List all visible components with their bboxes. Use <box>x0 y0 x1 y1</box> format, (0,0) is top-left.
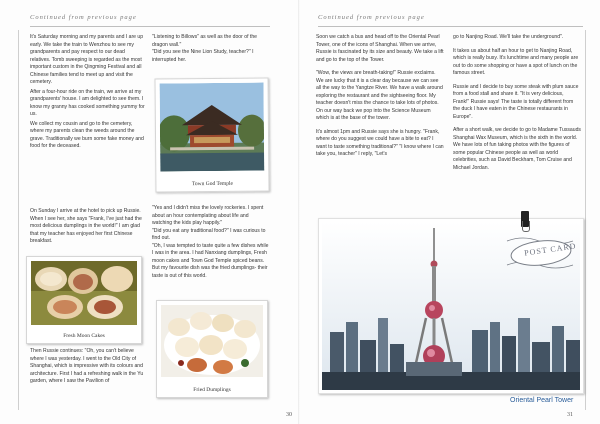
photo-dumplings <box>156 300 268 398</box>
paragraph: "Wow, the views are breath-taking!" Russie exclaims. We are lucky that it is a clear day because we can see all the way to the Yangtze River. We have a walk around exploring the restaurant and the sightseeing floor. My teacher doesn't miss the chance to take lots of photos. On our way back we pop into the Science Museum which is at the base of the tower. <box>316 70 443 121</box>
margin-rule-left <box>18 30 19 410</box>
paragraph: We collect my cousin and go to the cemetery, where my parents clean the weeds around the grave. Traditionally we burn some fake money and food for the deceased. <box>30 120 144 149</box>
postcard-stamp-text: POST CARD <box>523 241 578 258</box>
page-number-right: 31 <box>567 412 573 418</box>
paragraph: After a short walk, we decide to go to Madame Tussauds Shanghai Wax Museum, which is the sixth in the world. We have lots of fun taking photos with the figures of some popular Chinese people as well as world celebrities, such as David Beckham, Tom Cruise and Michael Jordan. <box>453 127 581 171</box>
paragraph: go to Nanjing Road. We'll take the underground". <box>453 34 564 40</box>
caption-mooncakes: Fresh Moon Cakes <box>63 333 105 339</box>
paragraph: It takes us about half an hour to get to Nanjing Road, which is really busy. It's lunchtime and many people are out to do some shopping or have a spot of lunch on the famous street. <box>453 47 579 76</box>
page-header-right: Continued from previous page <box>318 14 425 21</box>
paragraph: "Yes and I didn't miss the lovely rockeries. I spent about an hour contemplating about life and watching the kids play happily." <box>152 205 264 226</box>
photo-temple <box>155 78 270 193</box>
page-number-left: 30 <box>286 412 292 418</box>
paragraph: Then Russie continues: "Oh, you can't believe where I was yesterday. I went to the Old City of Shanghai, which is impressive with its colours and architecture. First I had a refreshing walk in the Yu garden, where I saw the Pavilion of <box>30 348 144 384</box>
paragraph: "Oh, I was tempted to taste quite a few dishes while I was in the area. I had Nanxiang dumplings, Fresh moon cakes and Town God Temple spiced beans. But my favourite dish was the fried dumplings- their taste is out of this world. <box>152 242 269 279</box>
caption-pearl-tower: Oriental Pearl Tower <box>510 397 574 404</box>
binder-clip-icon <box>521 211 529 227</box>
left-column-1b <box>30 208 145 252</box>
left-column-2b <box>152 205 270 286</box>
dumplings-illustration <box>161 305 263 377</box>
paragraph: Russie and I decide to buy some steak with plum sauce from a food stall and share it. "It is very delicious, Frank!" Russie says! The taste is totally different from the duck I have eaten in the Chinese restaurants in Europe". <box>453 83 579 120</box>
page-header-left: Continued from previous page <box>30 14 137 21</box>
mooncakes-illustration <box>31 261 137 325</box>
paragraph: On Sunday I arrive at the hotel to pick up Russie. When I see her, she says "Frank, I've just had the most delicious dumplings in the world!" I am glad that my teacher has enjoyed her first Chinese breakfast. <box>30 208 142 244</box>
right-column-1 <box>316 34 444 165</box>
paragraph: Soon we catch a bus and head off to the Oriental Pearl Tower, one of the icons of Shanghai. When we arrive, Russie is fascinated by its size and beauty. We take a lift and go to the top of the Tower. <box>316 34 444 63</box>
header-rule-left <box>30 26 270 27</box>
caption-dumplings: Fried Dumplings <box>193 387 231 393</box>
mooncakes-image <box>31 261 137 325</box>
temple-image <box>160 83 265 172</box>
paragraph: It's Saturday morning and my parents and I are up early. We take the train to Wenzhou to see my grandparents and pay respect to our dead relatives. Tomb sweeping is regarded as the most important custom in the Qingming Festival and all Chinese families tend to meet up and visit the cemetery. <box>30 34 144 85</box>
paragraph: "Listening to Billows" as well as the door of the dragon wall." <box>152 34 257 48</box>
temple-illustration <box>160 83 265 172</box>
paragraph: After a four-hour ride on the train, we arrive at my grandparents' house. I am delighted to see them. I know my granny has cooked something yummy for us. <box>30 88 145 117</box>
dumplings-image <box>161 305 263 377</box>
left-column-2 <box>152 34 270 70</box>
header-rule-right <box>318 26 583 27</box>
left-column-1 <box>30 34 145 157</box>
paragraph: It's almost 1pm and Russie says she is hungry. "Frank, where do you suggest we could have a bite to eat? I want to taste something traditional?" "I know where I can take you, teacher" I reply, "Let's <box>316 128 444 157</box>
paragraph: "Did you eat any traditional food?" I was curious to find out. <box>152 227 266 241</box>
right-column-2 <box>453 34 581 178</box>
caption-temple: Town God Temple <box>191 180 233 188</box>
margin-rule-right <box>585 30 586 410</box>
paragraph: "Did you see the Nine Lion Study, teacher?" I interrupted her. <box>152 49 254 63</box>
photo-mooncakes <box>26 256 142 344</box>
right-page <box>300 0 600 424</box>
left-column-1c <box>30 348 145 392</box>
photo-pearl-tower <box>318 218 584 394</box>
